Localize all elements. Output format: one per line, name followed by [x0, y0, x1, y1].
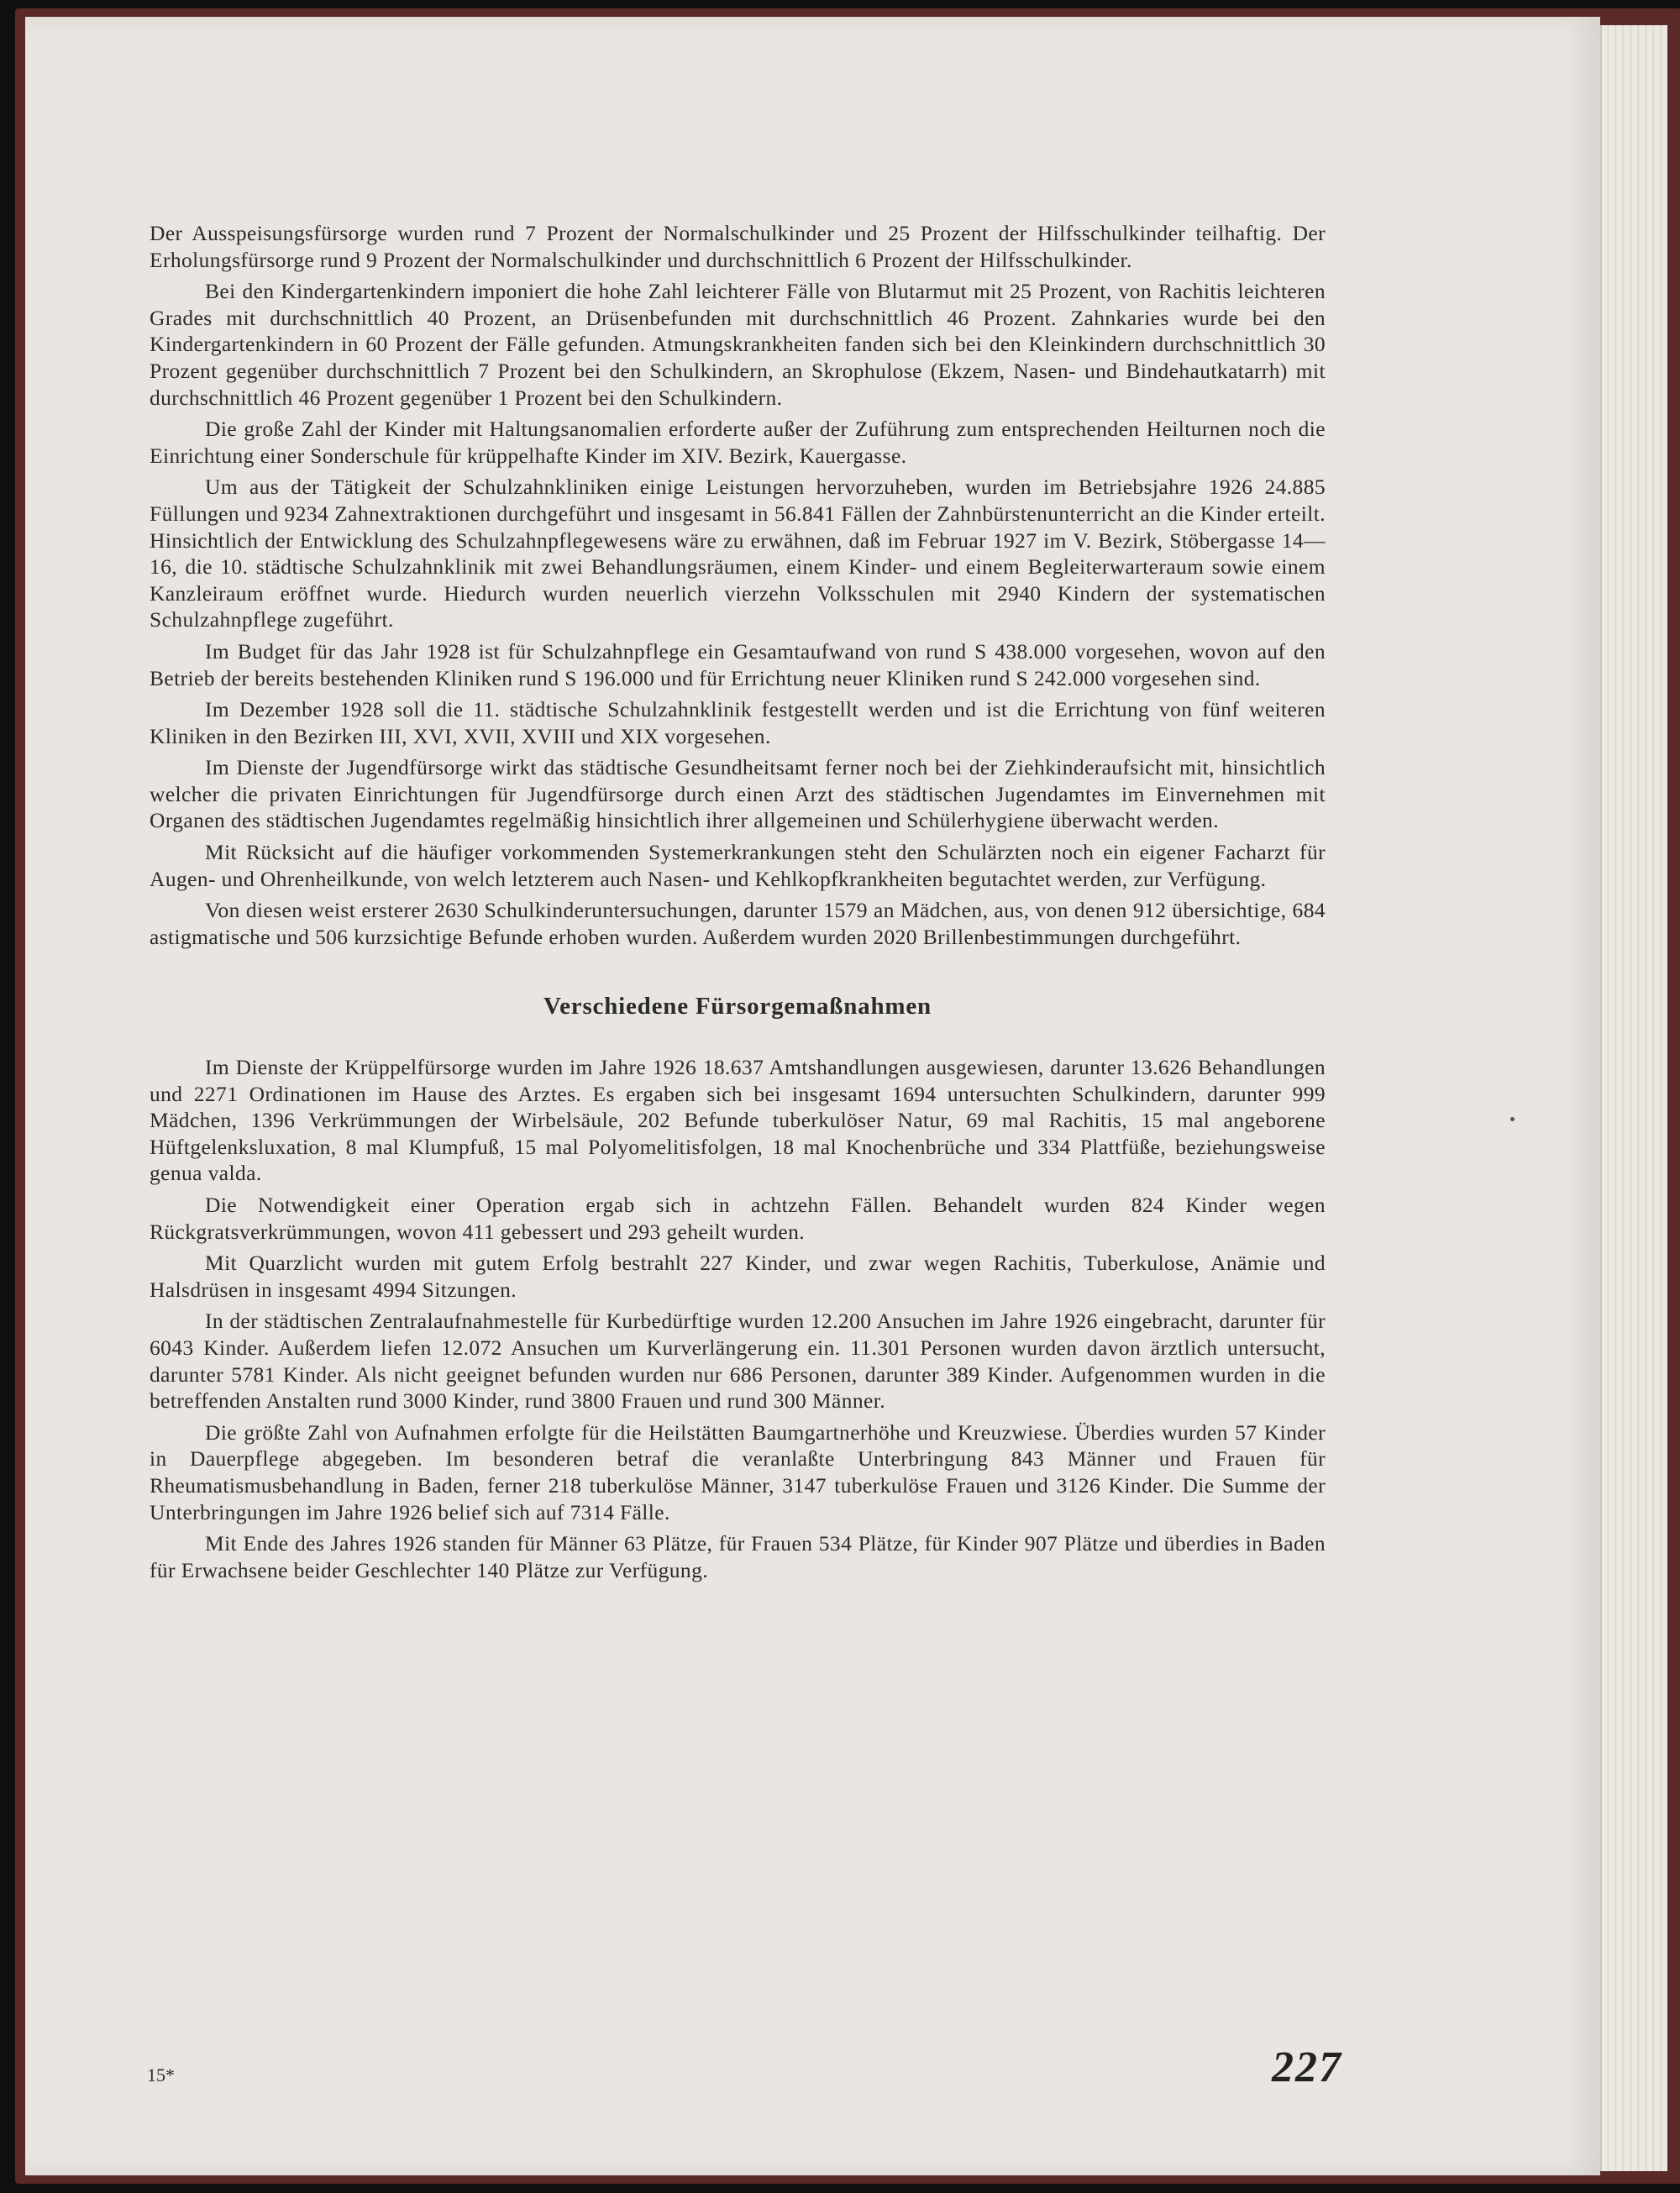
- paragraph: Der Ausspeisungsfürsorge wurden rund 7 Prozent der Normalschulkinder und 25 Prozent der Hilfsschulkinder teilhaftig. Der Erholungsfürsorge rund 9 Prozent der Normalschulkinder und durchschnittlich 6 Prozent der Hilfsschulkinder.: [150, 221, 1326, 272]
- paragraph: Mit Quarzlicht wurden mit gutem Erfolg bestrahlt 227 Kinder, und zwar wegen Rachitis, Tuberkulose, Anämie und Halsdrüsen in insgesamt 4994 Sitzungen.: [150, 1251, 1326, 1302]
- paragraph: In der städtischen Zentralaufnahmestelle für Kurbedürftige wurden 12.200 Ansuchen im Jahre 1926 eingebracht, darunter für 6043 Kinder. Außerdem liefen 12.072 Ansuchen um Kurverlängerung ein. 11.301 Personen wurden davon ärztlich untersucht, darunter 5781 Kinder. Als nicht geeignet befunden wurden nur 686 Personen, darunter 389 Kinder. Aufgenommen wurden in die betreffenden Anstalten rund 3000 Kinder, rund 3800 Frauen und rund 300 Männer.: [150, 1309, 1326, 1414]
- paragraph: Im Budget für das Jahr 1928 ist für Schulzahnpflege ein Gesamtaufwand von rund S 438.000 vorgesehen, wovon auf den Betrieb der bereits bestehenden Kliniken rund S 196.000 und für Errichtung neuer Kliniken rund S 242.000 vorgesehen sind.: [150, 638, 1326, 690]
- paragraph: Die große Zahl der Kinder mit Haltungsanomalien erforderte außer der Zuführung zum entsprechenden Heilturnen noch die Einrichtung einer Sonderschule für krüppelhafte Kinder im XIV. Bezirk, Kauergasse.: [150, 417, 1326, 468]
- paragraph: Bei den Kindergartenkindern imponiert die hohe Zahl leichterer Fälle von Blutarmut mit 25 Prozent, von Rachitis leichteren Grades mit durchschnittlich 40 Prozent, an Drüsenbefunden mit durchschnittlich 46 Prozent. Zahnkaries wurde bei den Kindergartenkindern in 60 Prozent der Fälle gefunden. Atmungskrankheiten fanden sich bei den Kleinkindern durchschnittlich 30 Prozent gegenüber durchschnittlich 7 Prozent bei den Schulkindern, an Skrophulose (Ekzem, Nasen- und Bindehautkatarrh) mit durchschnittlich 46 Prozent gegenüber 1 Prozent bei den Schulkindern.: [150, 279, 1326, 410]
- signature-mark: 15*: [147, 2064, 175, 2085]
- stray-mark: [1510, 1117, 1515, 1121]
- paragraph: Mit Rücksicht auf die häufiger vorkommenden Systemerkrankungen steht den Schulärzten noch ein eigener Facharzt für Augen- und Ohrenheilkunde, von welch letzterem auch Nasen- und Kehlkopfkrankheiten begutachtet werden, zur Verfügung.: [150, 840, 1326, 891]
- page-stack-edge: [1600, 25, 1667, 2171]
- section-heading: Verschiedene Fürsorgemaßnahmen: [543, 993, 932, 1020]
- paragraph: Im Dienste der Krüppelfürsorge wurden im Jahre 1926 18.637 Amtshandlungen ausgewiesen, darunter 13.626 Behandlungen und 2271 Ordinationen im Hause des Arztes. Es ergaben sich bei insgesamt 1694 untersuchten Schulkindern, darunter 999 Mädchen, 1396 Verkrümmungen der Wirbelsäule, 202 Befunde tuberkulöser Natur, 69 mal Rachitis, 15 mal angeborene Hüftgelenksluxation, 8 mal Klumpfuß, 15 mal Polyomelitisfolgen, 18 mal Knochenbrüche und 334 Plattfüße, beziehungsweise genua valda.: [150, 1055, 1326, 1186]
- paragraph: Im Dezember 1928 soll die 11. städtische Schulzahnklinik festgestellt werden und ist die Errichtung von fünf weiteren Kliniken in den Bezirken III, XVI, XVII, XVIII und XIX vorgesehen.: [150, 697, 1326, 748]
- paragraph: Mit Ende des Jahres 1926 standen für Männer 63 Plätze, für Frauen 534 Plätze, für Kinder 907 Plätze und überdies in Baden für Erwachsene beider Geschlechter 140 Plätze zur Verfügung.: [150, 1531, 1326, 1582]
- paragraph: Von diesen weist ersterer 2630 Schulkinderuntersuchungen, darunter 1579 an Mädchen, aus, von denen 912 übersichtige, 684 astigmatische und 506 kurzsichtige Befunde erhoben wurden. Außerdem wurden 2020 Brillenbestimmungen durchgeführt.: [150, 898, 1326, 949]
- paragraph: Die Notwendigkeit einer Operation ergab sich in achtzehn Fällen. Behandelt wurden 824 Kinder wegen Rückgratsverkrümmungen, wovon 411 gebessert und 293 geheilt wurden.: [150, 1193, 1326, 1244]
- page-number: 227: [1272, 2043, 1342, 2091]
- body-text: [150, 220, 1326, 1588]
- paragraph: Die größte Zahl von Aufnahmen erfolgte für die Heilstätten Baumgartnerhöhe und Kreuzwiese. Überdies wurden 57 Kinder in Dauerpflege abgegeben. Im besonderen betraf die veranlaßte Unterbringung 843 Männer und Frauen für Rheumatismusbehandlung in Baden, ferner 218 tuberkulöse Männer, 3147 tuberkulöse Frauen und 3126 Kinder. Die Summe der Unterbringungen im Jahre 1926 belief sich auf 7314 Fälle.: [150, 1419, 1326, 1524]
- paragraph: Im Dienste der Jugendfürsorge wirkt das städtische Gesundheitsamt ferner noch bei der Ziehkinderaufsicht mit, hinsichtlich welcher die privaten Einrichtungen für Jugendfürsorge durch einen Arzt des städtischen Jugendamtes im Einvernehmen mit Organen des städtischen Jugendamtes regelmäßig hinsichtlich ihrer allgemeinen und Schülerhygiene überwacht werden.: [150, 755, 1326, 833]
- paragraph: Um aus der Tätigkeit der Schulzahnkliniken einige Leistungen hervorzuheben, wurden im Betriebsjahre 1926 24.885 Füllungen und 9234 Zahnextraktionen durchgeführt und insgesamt in 56.841 Fällen der Zahnbürstenunterricht an die Kinder erteilt. Hinsichtlich der Entwicklung des Schulzahnpflegewesens wäre zu erwähnen, daß im Februar 1927 im V. Bezirk, Stöbergasse 14—16, die 10. städtische Schulzahnklinik mit zwei Behandlungsräumen, einem Kinder- und einem Begleiterwarteraum sowie einem Kanzleiraum eröffnet wurde. Hiedurch wurden neuerlich vierzehn Volksschulen mit 2940 Kindern der systematischen Schulzahnpflege zugeführt.: [150, 475, 1326, 632]
